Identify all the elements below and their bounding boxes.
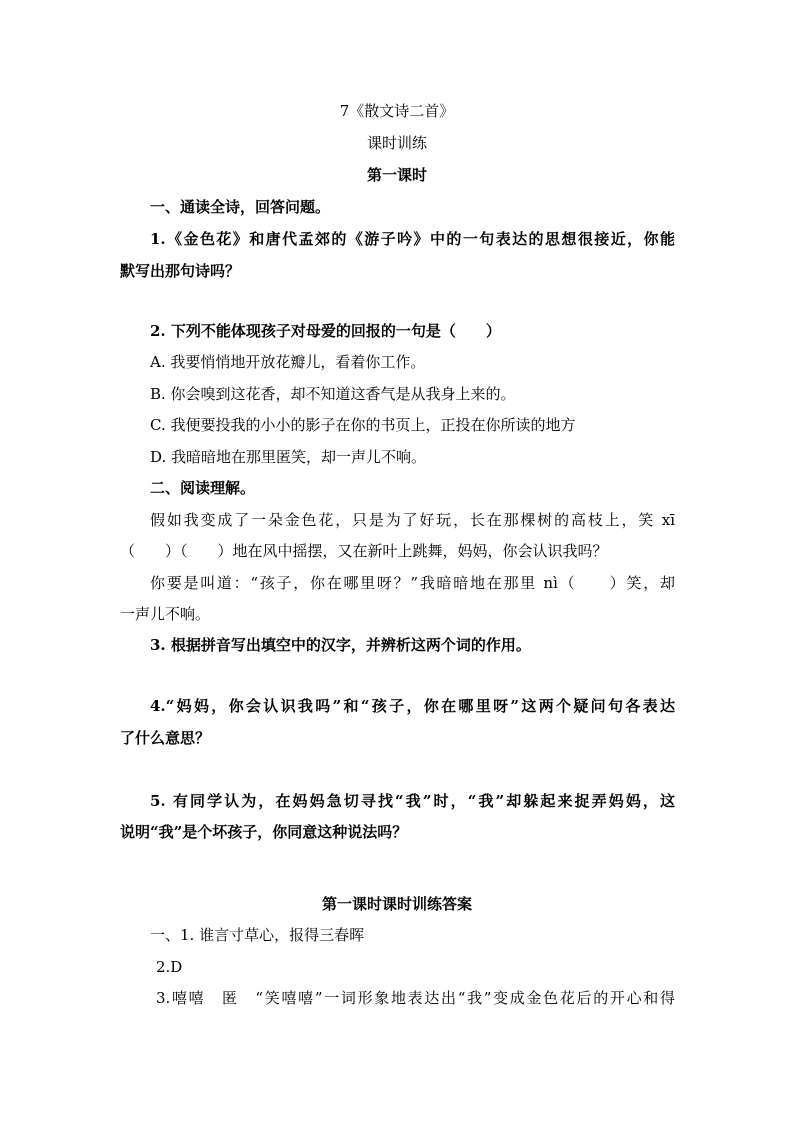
question-2-option-c: C. 我便要投我的小小的影子在你的书页上，正投在你所读的地方 bbox=[150, 416, 576, 434]
question-2-option-b: B. 你会嗅到这花香，却不知道这香气是从我身上来的。 bbox=[150, 385, 516, 403]
passage-line-2: （ ）（ ）地在风中摇摆，又在新叶上跳舞，妈妈，你会认识我吗？ bbox=[120, 542, 608, 560]
document-title: 7《散文诗二首》 bbox=[339, 102, 455, 120]
question-3: 3. 根据拼音写出填空中的汉字，并辨析这两个词的作用。 bbox=[150, 636, 531, 654]
question-1-line-1: 1.《金色花》和唐代孟郊的《游子吟》中的一句表达的思想很接近，你能 bbox=[150, 230, 675, 248]
answer-2: 2.D bbox=[156, 958, 183, 976]
answer-3: 3.嘻嘻 匿 “笑嘻嘻”一词形象地表达出“我”变成金色花后的开心和得 bbox=[156, 989, 675, 1007]
passage-line-4: 一声儿不响。 bbox=[120, 605, 211, 623]
passage-line-3: 你要是叫道：“孩子，你在哪里呀？”我暗暗地在那里 nì（ ）笑，却 bbox=[150, 574, 675, 592]
question-5-line-1: 5. 有同学认为，在妈妈急切寻找“我”时，“我”却躲起来捉弄妈妈，这 bbox=[150, 792, 675, 810]
question-1-line-2: 默写出那句诗吗？ bbox=[120, 262, 241, 280]
passage-line-1: 假如我变成了一朵金色花，只是为了好玩，长在那棵树的高枝上，笑 xī bbox=[150, 511, 675, 529]
question-4-line-1: 4.“妈妈，你会认识我吗”和“孩子，你在哪里呀”这两个疑问句各表达 bbox=[150, 697, 675, 715]
question-5-line-2: 说明“我”是个坏孩子，你同意这种说法吗？ bbox=[120, 823, 408, 841]
answer-1: 一、1. 谁言寸草心，报得三春晖 bbox=[150, 926, 365, 944]
document-subtitle: 课时训练 bbox=[366, 134, 427, 152]
lesson-heading: 第一课时 bbox=[366, 166, 427, 184]
answers-heading: 第一课时课时训练答案 bbox=[321, 895, 472, 913]
question-2: 2. 下列不能体现孩子对母爱的回报的一句是（ ） bbox=[150, 322, 501, 340]
question-2-option-d: D. 我暗暗地在那里匿笑，却一声儿不响。 bbox=[150, 448, 427, 466]
question-4-line-2: 了什么意思？ bbox=[120, 729, 211, 747]
question-2-option-a: A. 我要悄悄地开放花瓣儿，看着你工作。 bbox=[150, 353, 426, 371]
section-two-heading: 二、阅读理解。 bbox=[150, 479, 256, 497]
section-one-heading: 一、通读全诗，回答问题。 bbox=[150, 198, 331, 216]
